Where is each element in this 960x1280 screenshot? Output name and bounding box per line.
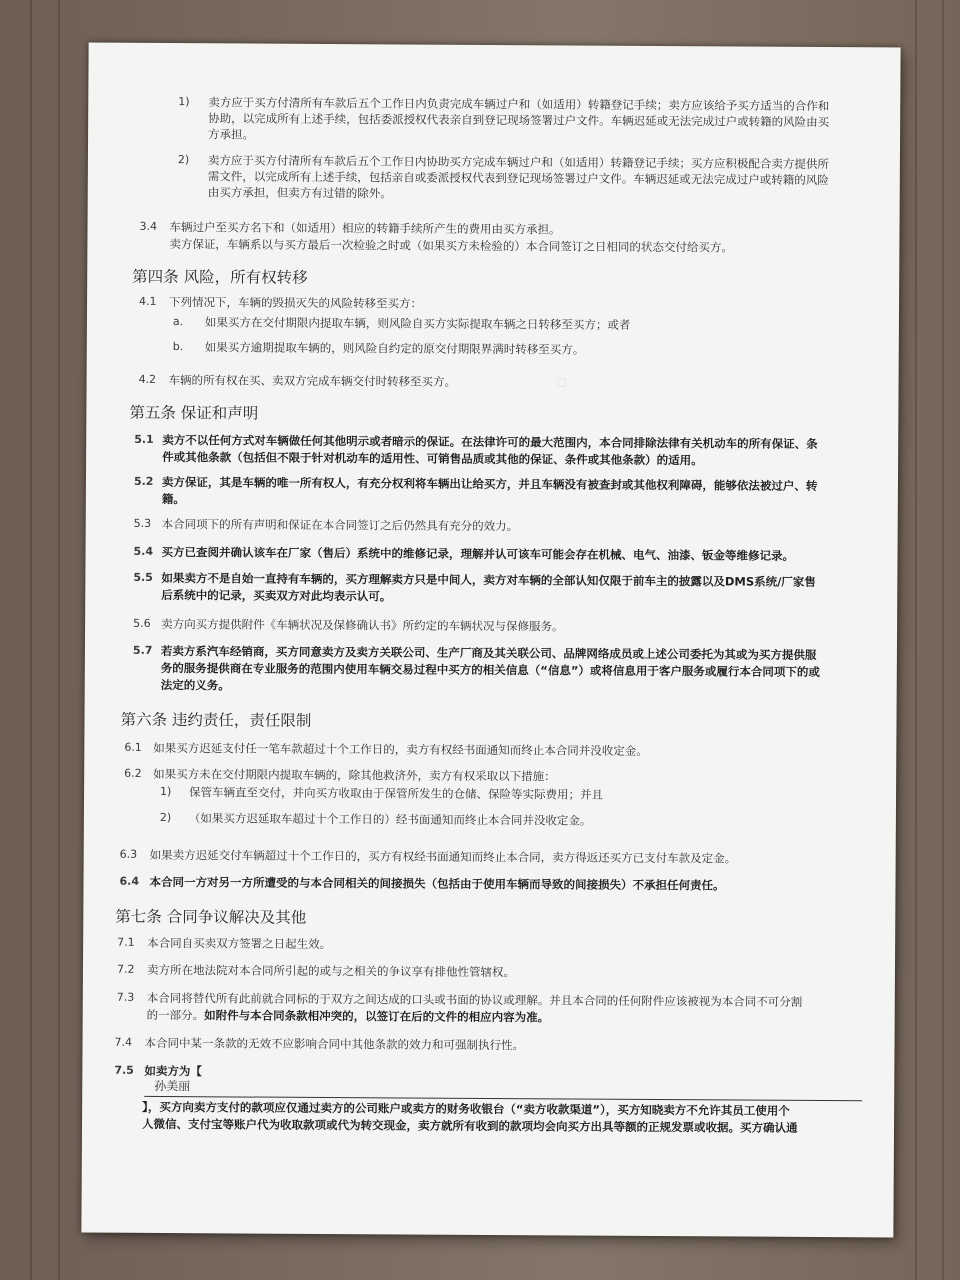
clause-number: 5.2 [133, 474, 154, 488]
clause-3-4-line-2: 卖方保证，车辆系以与买方最后一次检验之时或（如果买方未检验的）本合同签订之日相同的状态交付给买方。 [169, 237, 733, 255]
clause-5-6: 卖方向买方提供附件《车辆状况及保修确认书》所约定的车辆状况与保修服务。 [161, 616, 564, 634]
clause-5-4: 买方已查阅并确认该车在厂家（售后）系统中的维修记录，理解并认可该车可能会存在机械、电气、油漆、钣金等维修记录。 [161, 544, 795, 563]
item-1-line-3: 方承担。 [208, 127, 255, 142]
seller-name: 孙美丽 [154, 1078, 191, 1094]
clause-4-1: 下列情况下，车辆的毁损灭失的风险转移至买方： [169, 295, 423, 311]
clause-number: 4.1 [139, 294, 157, 308]
clause-number: 6.3 [119, 847, 138, 861]
clause-number: 5.6 [133, 616, 151, 630]
clause-number: 7.1 [117, 935, 135, 949]
clause-number: 7.3 [116, 990, 135, 1004]
clause-5-3: 本合同项下的所有声明和保证在本合同签订之后仍然具有充分的效力。 [161, 516, 519, 534]
item-1-line-1: 卖方应于买方付清所有车款后五个工作日内负责完成车辆过户和（如适用）转籍登记手续；卖方应该给予买方适当的合作和 [208, 95, 830, 114]
item-number: 2) [159, 810, 172, 825]
clause-6-1: 如果买方迟延支付任一笔车款超过十个工作日的，卖方有权经书面通知而终止本合同并没收定金。 [153, 740, 648, 758]
article-4-heading: 第四条 风险，所有权转移 [132, 267, 308, 287]
clause-number: 5.4 [133, 544, 154, 558]
clause-7-4: 本合同中某一条款的无效不应影响合同中其他条款的效力和可强制执行性。 [144, 1035, 525, 1053]
clause-5-5-line-1: 如果卖方不是自始一直持有车辆的，买方理解卖方只是中间人，卖方对车辆的全部认知仅限于前车主的披露以及DMS系统/厂家售 [161, 570, 816, 589]
clause-number: 5.1 [134, 432, 154, 446]
clause-5-1-line-2: 件或其他条款（包括但不限于针对机动车的适用性、可销售品质或其他的保证、条件或其他条款）的适用。 [162, 449, 703, 468]
clause-7-1: 本合同自买卖双方签署之日起生效。 [147, 935, 332, 952]
clause-5-2-line-2: 籍。 [161, 491, 185, 507]
clause-7-3-line-2a: 的一部分。 [146, 1007, 205, 1023]
clause-5-5-line-2: 后系统中的记录，买卖双方对此均表示认可。 [161, 587, 392, 604]
clause-5-7-line-2: 务的服务提供商在专业服务的范围内使用车辆交易过程中买方的相关信息（“信息”）或将信息用于客户服务或履行本合同项下的或 [160, 660, 820, 680]
clause-4-1-a: 如果买方在交付期限内提取车辆，则风险自买方实际提取车辆之日转移至买方；或者 [204, 315, 631, 332]
article-6-heading: 第六条 违约责任，责任限制 [120, 710, 312, 730]
bleed-through: ▢ [556, 375, 568, 389]
clause-number: 6.2 [124, 766, 142, 780]
clause-number: 6.1 [124, 740, 142, 754]
clause-6-2-item-1: 保管车辆直至交付，并向买方收取由于保管所发生的仓储、保险等实际费用；并且 [189, 785, 604, 802]
clause-7-5-line-1: 】，买方向卖方支付的款项应仅通过卖方的公司账户或卖方的财务收银台（“卖方收款渠道”），买方知晓卖方不允许其员工使用个 [142, 1099, 790, 1118]
clause-number: 7.2 [116, 962, 135, 976]
item-number: 1) [160, 784, 172, 799]
clause-7-5-line-2: 人微信、支付宝等账户代为收取款项或代为转交现金，卖方就所有收到的款项均会向买方出具等额的正规发票或收据。买方确认通 [141, 1116, 798, 1135]
item-letter: b. [172, 340, 184, 354]
item-number: 2) [177, 153, 190, 167]
clause-number: 5.5 [133, 570, 153, 584]
clause-5-2-line-1: 卖方保证，其是车辆的唯一所有权人，有充分权利将车辆出让给买方，并且车辆没有被查封或其他权利障碍，能够依法被过户、转 [161, 474, 818, 493]
clause-7-3-line-1: 本合同将替代所有此前就合同标的于双方之间达成的口头或书面的协议或理解。并且本合同的任何附件应该被视为本合同不可分割 [146, 990, 803, 1009]
clause-7-5-intro: 如卖方为【 [144, 1063, 202, 1079]
clause-6-4: 本合同一方对另一方所遭受的与本合同相关的间接损失（包括由于使用车辆而导致的间接损失）不承担任何责任。 [149, 874, 725, 893]
clause-3-4-line-1: 车辆过户至买方名下和（如适用）相应的转籍手续所产生的费用由买方承担。 [169, 220, 561, 237]
clause-number: 7.4 [114, 1035, 133, 1049]
item-number: 1) [178, 95, 190, 109]
clause-number: 5.7 [132, 643, 153, 657]
clause-number: 6.4 [119, 874, 140, 888]
clause-5-7-line-1: 若卖方系汽车经销商，买方同意卖方及卖方关联公司、生产厂商及其关联公司、品牌网络成员或上述公司委托为其或为买方提供服 [160, 643, 817, 662]
item-2-line-2: 需文件，以完成所有上述手续，包括亲自或委派授权代表到登记现场签署过户文件。车辆迟延或无法完成过户或转籍的风险 [207, 169, 829, 188]
item-2-line-1: 卖方应于买方付清所有车款后五个工作日内协助买方完成车辆过户和（如适用）转籍登记手续；买方应积极配合卖方提供所 [207, 153, 829, 172]
clause-6-2-item-2: （如果买方迟延取车超过十个工作日的）经书面通知而终止本合同并没收定金。 [188, 811, 592, 828]
clause-5-7-line-3: 法定的义务。 [160, 677, 230, 693]
article-7-heading: 第七条 合同争议解决及其他 [115, 907, 307, 927]
clause-4-1-b: 如果买方逾期提取车辆的，则风险自约定的原交付期限界满时转移至买方。 [204, 340, 585, 357]
clause-5-1-line-1: 卖方不以任何方式对车辆做任何其他明示或者暗示的保证。在法律许可的最大范围内，本合同排除法律有关机动车的所有保证、条 [162, 432, 818, 451]
clause-number: 4.2 [138, 372, 157, 386]
clause-number: 3.4 [139, 219, 158, 233]
clause-4-2: 车辆的所有权在买、卖双方完成车辆交付时转移至买方。 [168, 373, 457, 389]
clause-7-3-line-2 [147, 1007, 550, 1025]
clause-number: 5.3 [133, 516, 152, 530]
clause-6-2: 如果买方未在交付期限内提取车辆的，除其他救济外，卖方有权采取以下措施： [153, 766, 556, 784]
article-5-heading: 第五条 保证和声明 [129, 403, 259, 423]
item-1-line-2: 协助，以完成所有上述手续，包括委派授权代表亲自到登记现场签署过户文件。车辆迟延或无法完成过户或转籍的风险由买 [208, 111, 830, 130]
item-2-line-3: 由买方承担，但卖方有过错的除外。 [207, 185, 392, 201]
clause-6-3: 如果卖方迟延交付车辆超过十个工作日的，买方有权经书面通知而终止本合同，卖方得返还买方已支付车款及定金。 [149, 847, 737, 866]
clause-7-2: 卖方所在地法院对本合同所引起的或与之相关的争议享有排他性管辖权。 [146, 962, 516, 980]
item-letter: a. [172, 315, 184, 329]
clause-number: 7.5 [114, 1063, 134, 1077]
contract-page [81, 43, 900, 1238]
clause-7-3-line-2b: 如附件与本合同条款相冲突的，以签订在后的文件的相应内容为准。 [204, 1008, 550, 1025]
